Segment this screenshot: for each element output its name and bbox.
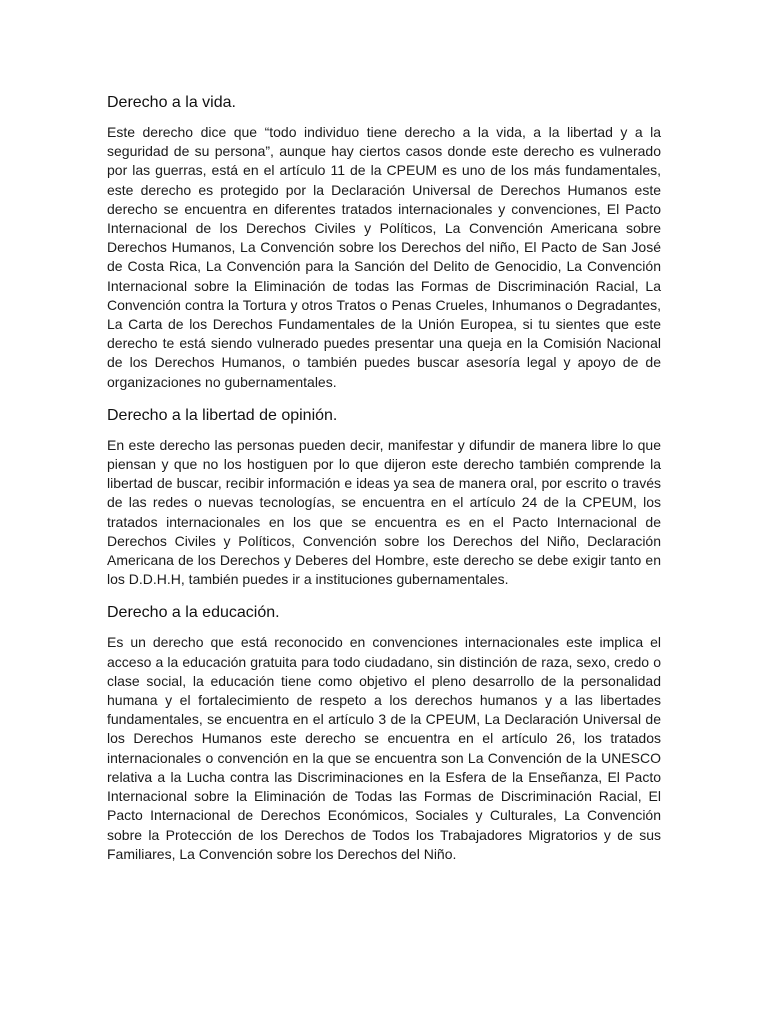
section-heading: Derecho a la libertad de opinión. — [107, 406, 338, 424]
section-heading: Derecho a la educación. — [107, 604, 280, 622]
section-paragraph: En este derecho las personas pueden decir, manifestar y difundir de manera libre lo que piensan y que no los hostiguen por lo que dijeron este derecho también comprende la libertad de buscar, recibir información e ideas ya sea de manera oral, por escrito o través de las redes o nuevas tecnologías, se encuentra en el artículo 24 de la CPEUM, los tratados internacionales en los que se encuentra es en el Pacto Internacional de Derechos Civiles y Políticos, Convención sobre los Derechos del Niño, Declaración Americana de los Derechos y Deberes del Hombre, este derecho se debe exigir tanto en los D.D.H.H, también puedes ir a instituciones gubernamentales. — [107, 436, 661, 588]
section-paragraph: Este derecho dice que “todo individuo tiene derecho a la vida, a la libertad y a la seguridad de su persona”, aunque hay ciertos casos donde este derecho es vulnerado por las guerras, está en el artículo 11 de la CPEUM es uno de los más fundamentales, este derecho es protegido por la Declaración Universal de Derechos Humanos este derecho se encuentra en diferentes tratados internacionales y convenciones, El Pacto Internacional de los Derechos Civiles y Políticos, La Convención Americana sobre Derechos Humanos, La Convención sobre los Derechos del niño, El Pacto de San José de Costa Rica, La Convención para la Sanción del Delito de Genocidio, La Convención Internacional sobre la Eliminación de todas las Formas de Discriminación Racial, La Convención contra la Tortura y otros Tratos o Penas Crueles, Inhumanos o Degradantes, La Carta de los Derechos Fundamentales de la Unión Europea, si tu sientes que este derecho te está siendo vulnerado puedes presentar una queja en la Comisión Nacional de los Derechos Humanos, o también puedes buscar asesoría legal y apoyo de de organizaciones no gubernamentales. — [107, 124, 661, 390]
section-derecho-vida — [107, 92, 661, 392]
section-derecho-libertad-opinion — [107, 405, 661, 590]
section-heading: Derecho a la vida. — [107, 94, 236, 111]
section-paragraph: Es un derecho que está reconocido en convenciones internacionales este implica el acceso a la educación gratuita para todo ciudadano, sin distinción de raza, sexo, credo o clase social, la educación tiene como objetivo el pleno desarrollo de la personalidad humana y el fortalecimiento de respeto a los derechos humanos y a las libertades fundamentales, se encuentra en el artículo 3 de la CPEUM, La Declaración Universal de los Derechos Humanos este derecho se encuentra en el artículo 26, los tratados internacionales o convención en la que se encuentra son La Convención de la UNESCO relativa a la Lucha contra las Discriminaciones en la Esfera de la Enseñanza, El Pacto Internacional sobre la Eliminación de Todas las Formas de Discriminación Racial, El Pacto Internacional de Derechos Económicos, Sociales y Culturales, La Convención sobre la Protección de los Derechos de Todos los Trabajadores Migratorios y de sus Familiares, La Convención sobre los Derechos del Niño. — [107, 634, 661, 862]
document-page — [107, 92, 661, 877]
section-derecho-educacion — [107, 602, 661, 863]
